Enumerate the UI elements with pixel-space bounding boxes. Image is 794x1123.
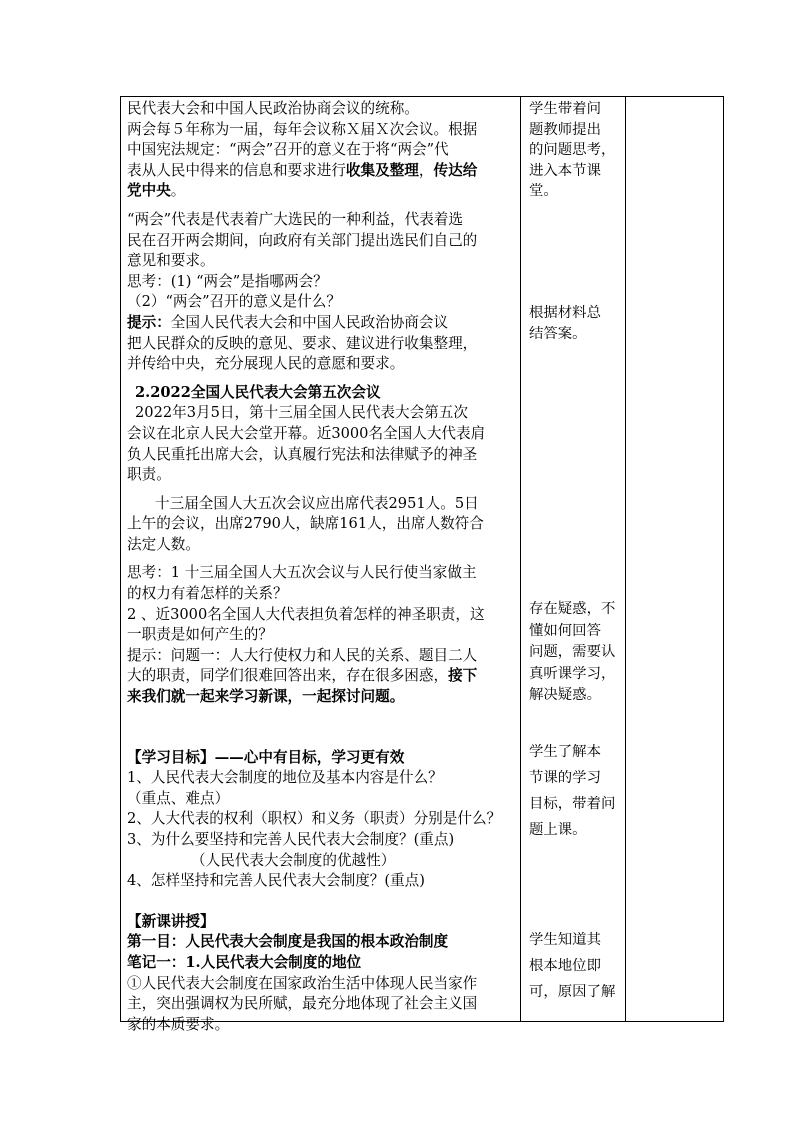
question-line: 一职责是如何产生的？ xyxy=(127,626,273,644)
objective-item: （人民代表大会制度的优越性） xyxy=(191,851,396,869)
side-note-line: 解决疑惑。 xyxy=(529,687,601,703)
text-run: 大的职责，同学们很难回答出来，存在很多困惑， xyxy=(127,667,449,685)
text-line: 中国宪法规定：“两会”召开的意义在于将“两会”代 xyxy=(127,141,449,159)
side-note-line: 节课的学习 xyxy=(529,770,601,786)
side-note-line: 学生了解本 xyxy=(529,744,601,760)
text-line: ①人民代表大会制度在国家政治生活中体现人民当家作 xyxy=(127,974,478,992)
side-note-line: 可，原因了解 xyxy=(529,984,616,1000)
text-line: 主，突出强调权为民所赋，最充分地体现了社会主义国 xyxy=(127,995,478,1013)
side-note-line: 根本地位即 xyxy=(529,958,601,974)
column-divider-1 xyxy=(520,97,521,1021)
text-line: 负人民重托出席大会，认真履行宪法和法律赋予的神圣 xyxy=(127,445,478,463)
emphasis-text: 传达给 xyxy=(433,161,478,179)
text-run: ， xyxy=(418,161,434,179)
text-line: 把人民群众的反映的意见、要求、建议进行收集整理， xyxy=(127,334,478,352)
objective-item: 1、人民代表大会制度的地位及基本内容是什么？ xyxy=(127,769,443,787)
text-line: 法定人数。 xyxy=(127,535,200,553)
section-heading: 2.2022全国人民代表大会第五次会议 xyxy=(135,383,381,401)
side-note-line: 题上课。 xyxy=(529,822,587,838)
side-note-line: 的问题思考， xyxy=(529,142,616,159)
text-line: 意见和要求。 xyxy=(127,252,215,270)
spacer xyxy=(127,202,519,210)
side-note-line: 堂。 xyxy=(529,183,558,200)
text-line xyxy=(127,181,519,202)
emphasis-line: 来我们就一起来学习新课，一起探讨问题。 xyxy=(127,688,405,706)
spacer xyxy=(127,486,519,494)
subsection-heading: 第一目：人民代表大会制度是我国的根本政治制度 xyxy=(127,933,449,951)
text-line xyxy=(127,666,519,687)
teaching-content-column xyxy=(127,99,519,1035)
side-note-line: 学生带着问 xyxy=(529,101,601,117)
note-heading: 笔记一：1.人民代表大会制度的地位 xyxy=(127,953,362,971)
side-note-line: 真听课学习， xyxy=(529,665,616,682)
side-note xyxy=(529,599,615,707)
text-line: 民代表大会和中国人民政治协商会议的统称。 xyxy=(127,100,419,117)
question-line: 思考：1 十三届全国人大五次会议与人民行使当家做主 xyxy=(127,564,477,582)
emphasis-text: 收集及整理 xyxy=(345,161,419,179)
text-run: 表从人民中得来的信息和要求进行 xyxy=(127,161,346,179)
objective-item: 2、人大代表的权利（职权）和义务（职责）分别是什么？ xyxy=(127,810,502,828)
side-note-line: 进入本节课 xyxy=(529,162,601,179)
side-note-line: 存在疑惑，不 xyxy=(529,601,616,617)
text-line: 职责。 xyxy=(127,466,171,484)
text-line: 2022年3月5日，第十三届全国人民代表大会第五次 xyxy=(135,404,468,422)
spacer xyxy=(127,708,519,728)
section-heading: 【新课讲授】 xyxy=(127,912,215,930)
side-note-line: 目标，带着问 xyxy=(529,796,616,812)
side-note-line: 问题，需要认 xyxy=(529,644,616,660)
side-note xyxy=(529,303,601,344)
emphasis-text: 接下 xyxy=(448,667,478,685)
objective-item: 3、为什么要坚持和完善人民代表大会制度？(重点) xyxy=(127,831,455,848)
side-note-line: 学生知道其 xyxy=(529,932,601,948)
hint-line: 提示：问题一：人大行使权力和人民的关系、题目二人 xyxy=(127,646,478,664)
side-note-line: 懂如何回答 xyxy=(529,622,601,639)
question-line: （2）“两会”召开的意义是什么？ xyxy=(127,293,341,311)
text-run: 全国人民代表大会和中国人民政治协商会议 xyxy=(170,313,449,331)
text-line xyxy=(127,161,519,182)
section-heading: 【学习目标】——心中有目标，学习更有效 xyxy=(127,748,405,766)
column-divider-2 xyxy=(625,97,626,1021)
text-line: 十三届全国人大五次会议应出席代表2951人。5日 xyxy=(155,494,479,512)
spacer xyxy=(127,375,519,383)
side-note xyxy=(529,739,615,843)
text-run: 。 xyxy=(170,182,186,200)
side-note xyxy=(529,99,615,202)
hint-line xyxy=(127,313,519,334)
objective-item: （重点、难点） xyxy=(127,789,230,807)
text-line: 两会每５年称为一届，每年会议称Ｘ届Ｘ次会议。根据 xyxy=(127,120,478,138)
spacer xyxy=(127,728,519,748)
question-line: 的权力有着怎样的关系？ xyxy=(127,585,288,603)
side-note-line: 题教师提出 xyxy=(529,121,601,138)
text-line: “两会”代表是代表着广大选民的一种利益，代表着选 xyxy=(127,210,463,228)
side-note xyxy=(529,927,615,1005)
text-line: 会议在北京人民大会堂开幕。近3000名全国人大代表肩 xyxy=(127,424,486,442)
lesson-plan-table xyxy=(120,96,724,1033)
side-note-line: 结答案。 xyxy=(529,325,587,342)
emphasis-text: 党中央 xyxy=(127,182,171,200)
text-line: 并传给中央，充分展现人民的意愿和要求。 xyxy=(127,355,405,373)
spacer xyxy=(127,892,519,912)
spacer xyxy=(127,555,519,563)
question-line: 2 、近3000名全国人大代表担负着怎样的神圣职责，这 xyxy=(127,605,485,623)
hint-label: 提示： xyxy=(127,313,171,331)
text-line: 家的本质要求。 xyxy=(127,1015,230,1033)
side-note-line: 根据材料总 xyxy=(529,305,601,321)
text-line: 民在召开两会期间，向政府有关部门提出选民们自己的 xyxy=(127,231,478,249)
question-line: 思考：(1) “两会”是指哪两会？ xyxy=(127,272,328,290)
objective-item: 4、怎样坚持和完善人民代表大会制度？(重点) xyxy=(127,872,425,890)
text-line: 上午的会议，出席2790人，缺席161人，出席人数符合 xyxy=(127,515,484,533)
